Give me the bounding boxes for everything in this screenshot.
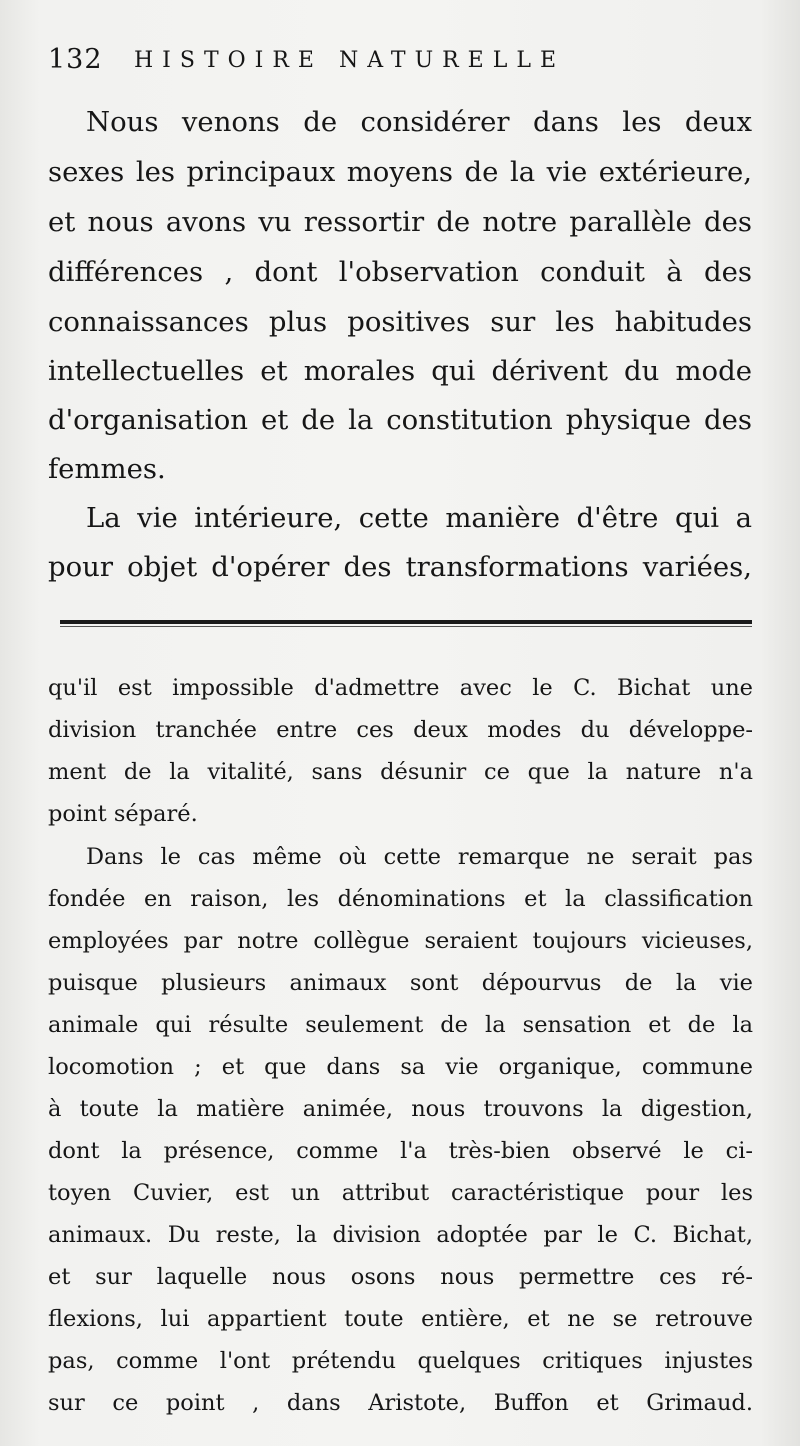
footnote-line: sur ce point , dans Aristote, Buffon et Grimaud.: [48, 1390, 753, 1416]
main-text-line: intellectuelles et morales qui dérivent du mode: [48, 355, 752, 387]
main-text-line: sexes les principaux moyens de la vie extérieure,: [48, 156, 752, 188]
main-text-line: femmes.: [48, 453, 166, 485]
footnote-line: division tranchée entre ces deux modes du développe-: [48, 717, 753, 743]
running-title: HISTOIRE NATURELLE: [134, 48, 566, 73]
footnote-line: animaux. Du reste, la division adoptée par le C. Bichat,: [48, 1222, 753, 1248]
main-text-line: La vie intérieure, cette manière d'être qui a: [86, 502, 752, 534]
footnote-separator-rule: [60, 620, 752, 624]
footnote-line: animale qui résulte seulement de la sensation et de la: [48, 1012, 753, 1038]
footnote-line: ment de la vitalité, sans désunir ce que la nature n'a: [48, 759, 753, 785]
main-text-line: d'organisation et de la constitution physique des: [48, 404, 752, 436]
footnote-line: flexions, lui appartient toute entière, et ne se retrouve: [48, 1306, 753, 1332]
footnote-separator-thin-rule: [60, 626, 752, 627]
footnote-line: locomotion ; et que dans sa vie organique, commune: [48, 1054, 753, 1080]
main-text-line: et nous avons vu ressortir de notre parallèle des: [48, 206, 752, 238]
page-number: 132: [48, 44, 103, 75]
footnote-line: fondée en raison, les dénominations et la classification: [48, 886, 753, 912]
footnote-line: et sur laquelle nous osons nous permettre ces ré-: [48, 1264, 753, 1290]
main-text-line: Nous venons de considérer dans les deux: [86, 106, 752, 138]
footnote-line: Dans le cas même où cette remarque ne serait pas: [86, 844, 753, 870]
footnote-line: qu'il est impossible d'admettre avec le C. Bichat une: [48, 675, 753, 701]
footnote-line: puisque plusieurs animaux sont dépourvus de la vie: [48, 970, 753, 996]
footnote-line: dont la présence, comme l'a très-bien observé le ci-: [48, 1138, 753, 1164]
footnote-line: toyen Cuvier, est un attribut caractéristique pour les: [48, 1180, 753, 1206]
footnote-line: à toute la matière animée, nous trouvons la digestion,: [48, 1096, 753, 1122]
main-text-line: connaissances plus positives sur les habitudes: [48, 306, 752, 338]
footnote-line: point séparé.: [48, 801, 198, 827]
main-text-line: pour objet d'opérer des transformations variées,: [48, 551, 752, 583]
footnote-line: pas, comme l'ont prétendu quelques critiques injustes: [48, 1348, 753, 1374]
footnote-line: employées par notre collègue seraient toujours vicieuses,: [48, 928, 753, 954]
main-text-line: différences , dont l'observation conduit à des: [48, 256, 752, 288]
page-header: [48, 44, 748, 84]
